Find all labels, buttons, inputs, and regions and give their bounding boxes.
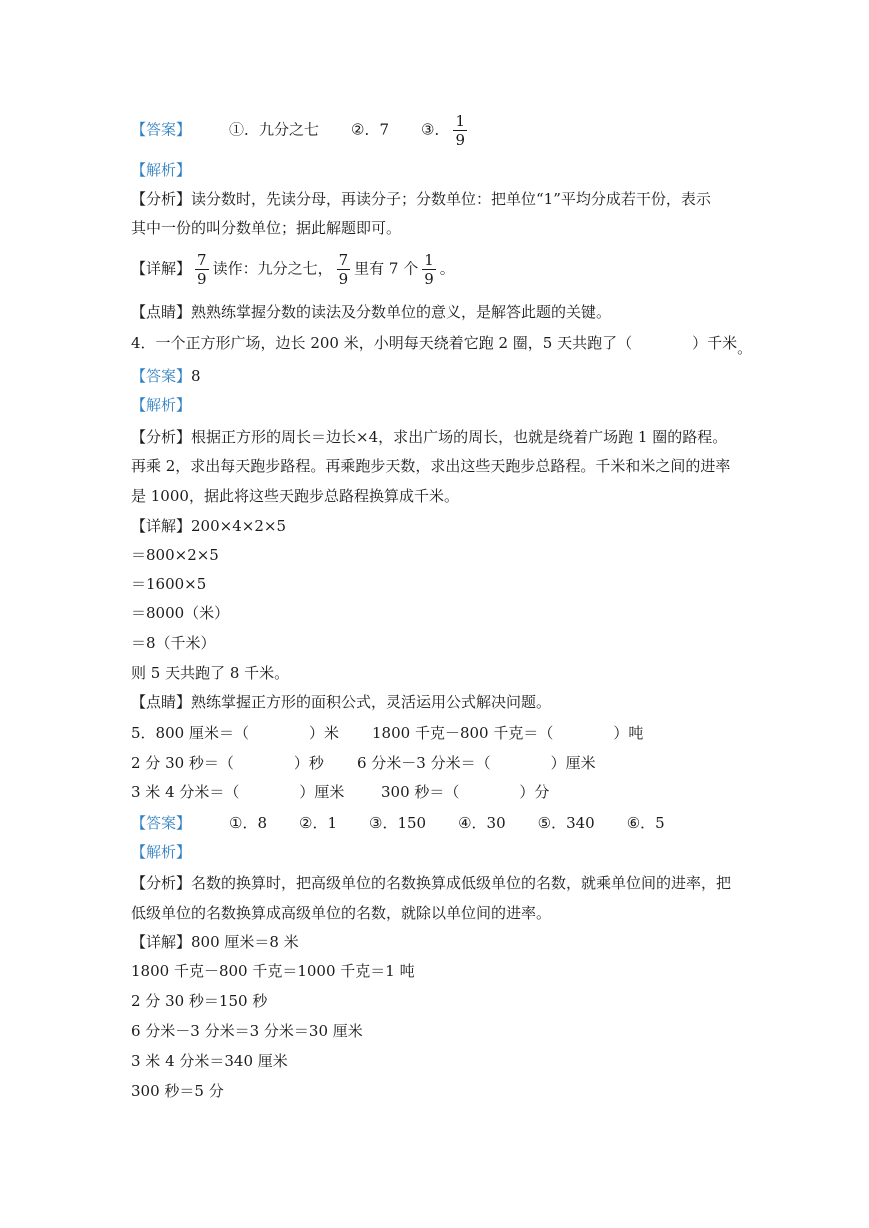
q3-answer-3-prefix: ③．: [421, 120, 450, 139]
q5-answer-row: [131, 813, 665, 833]
q5-calc-step: 6 分米－3 分米＝3 分米＝30 厘米: [131, 1022, 363, 1040]
fraction-numerator: 1: [424, 251, 434, 269]
q4-fenxi-line1: [131, 427, 727, 447]
fraction-numerator: 7: [338, 251, 349, 269]
q3-detail-fraction-2: [337, 252, 351, 287]
q5-row3-a: 3 米 4 分米＝（ ）厘米: [131, 783, 345, 801]
q5-calc-step: 3 米 4 分米＝340 厘米: [131, 1052, 288, 1070]
q5-answer-item: ③．150: [369, 814, 427, 832]
q5-calc-step: 300 秒＝5 分: [131, 1082, 224, 1100]
answer-label: 【答案】: [131, 367, 192, 385]
q4-calc-step: ＝800×2×5: [131, 546, 219, 564]
q4-calc-step: ＝8（千米）: [131, 634, 216, 652]
q4-fenxi-line3: 是 1000，据此将这些天跑步总路程换算成千米。: [131, 487, 459, 505]
q3-answer-3-fraction: [453, 113, 467, 148]
q3-fenxi-line2: 其中一份的叫分数单位；据此解题即可。: [131, 219, 402, 237]
q3-detail-text1: 读作：九分之七，: [212, 259, 333, 278]
q4-calc-step: ＝1600×5: [131, 575, 207, 593]
q5-calc-step: 2 分 30 秒＝150 秒: [131, 992, 268, 1010]
q3-dianjing-text: 熟熟练掌握分数的读法及分数单位的意义，是解答此题的关键。: [191, 303, 612, 321]
q5-fenxi-line2: 低级单位的名数换算成高级单位的名数，就除以单位间的进率。: [131, 904, 552, 922]
q3-detail-fraction-1: [195, 252, 209, 287]
q4-detail-row: [131, 516, 286, 536]
q5-row1-b: 1800 千克－800 千克＝（ ）吨: [372, 724, 644, 742]
q3-fenxi-line1: [131, 189, 711, 209]
analysis-label: 【解析】: [131, 843, 192, 861]
q5-answer-item: ⑤．340: [537, 814, 595, 832]
q4-conclusion: 则 5 天共跑了 8 千米。: [131, 664, 290, 682]
analysis-label: 【解析】: [131, 161, 192, 179]
fraction-numerator: 7: [197, 251, 207, 269]
q4-dianjing-text: 熟练掌握正方形的面积公式，灵活运用公式解决问题。: [191, 693, 552, 711]
fraction-denominator: 9: [424, 270, 434, 288]
q3-answer-2: ②．7: [351, 120, 390, 139]
q4-question-text: 4．一个正方形广场，边长 200 米，小明每天绕着它跑 2 圈，5 天共跑了（ ）千米: [131, 334, 738, 352]
q4-detail-expression: 200×4×2×5: [191, 517, 286, 535]
q4-question: [131, 333, 753, 357]
fraction-numerator: 1: [455, 112, 466, 130]
dianjing-label: 【点睛】: [131, 693, 192, 711]
fraction-denominator: 9: [338, 270, 349, 288]
detail-label: 【详解】: [131, 933, 192, 951]
fenxi-label: 【分析】: [131, 874, 192, 892]
q4-answer-row: [131, 366, 201, 386]
q5-detail-row: [131, 932, 299, 952]
q5-fenxi-text1: 名数的换算时，把高级单位的名数换算成低级单位的名数，就乘单位间的进率，把: [191, 874, 732, 892]
q5-row3-b: 300 秒＝（ ）分: [381, 783, 550, 801]
q5-calc-step: 1800 千克－800 千克＝1000 千克＝1 吨: [131, 962, 415, 980]
fenxi-label: 【分析】: [131, 190, 192, 208]
q3-dianjing-row: [131, 302, 611, 322]
q3-detail-text2: 里有 7 个: [354, 259, 419, 278]
q4-answer-value: 8: [191, 367, 201, 385]
dianjing-label: 【点睛】: [131, 303, 192, 321]
detail-label: 【详解】: [131, 517, 192, 535]
q4-dianjing-row: [131, 692, 551, 712]
q3-detail-row: [131, 252, 455, 287]
q5-detail-first: 800 厘米＝8 米: [191, 933, 299, 951]
q4-fenxi-text1: 根据正方形的周长＝边长×4，求出广场的周长，也就是绕着广场跑 1 圈的路程。: [191, 428, 728, 446]
answer-label: 【答案】: [131, 814, 192, 832]
q5-answer-item: ①．8: [229, 814, 268, 832]
q5-fenxi-line1: [131, 873, 731, 893]
q3-answer-row: [131, 113, 471, 148]
q4-question-end: 。: [737, 339, 753, 357]
fenxi-label: 【分析】: [131, 428, 192, 446]
q4-fenxi-line2: 再乘 2，求出每天跑步路程。再乘跑步天数，求出这些天跑步总路程。千米和米之间的进率: [131, 457, 731, 475]
q5-row2-b: 6 分米－3 分米＝（ ）厘米: [357, 754, 596, 772]
fraction-denominator: 9: [455, 131, 466, 149]
q5-answer-item: ⑥．5: [626, 814, 665, 832]
q3-answer-1: ①．九分之七: [229, 120, 320, 139]
q5-row2-a: 2 分 30 秒＝（ ）秒: [131, 754, 324, 772]
fraction-denominator: 9: [197, 270, 207, 288]
q3-detail-fraction-3: [422, 252, 436, 287]
analysis-label: 【解析】: [131, 396, 192, 414]
q5-analysis-heading: [131, 842, 191, 862]
q5-answer-item: ④．30: [458, 814, 506, 832]
q3-fenxi-text1: 读分数时，先读分母，再读分子；分数单位：把单位“1”平均分成若干份，表示: [191, 190, 711, 208]
q5-row1-a: 5．800 厘米＝（ ）米: [131, 724, 339, 742]
q4-calc-step: ＝8000（米）: [131, 604, 230, 622]
answer-label: 【答案】: [131, 120, 192, 139]
q4-analysis-heading: [131, 395, 191, 415]
detail-label: 【详解】: [131, 259, 192, 278]
q3-detail-text3: 。: [439, 259, 455, 278]
q3-analysis-heading: [131, 160, 191, 180]
q5-answer-item: ②．1: [299, 814, 338, 832]
